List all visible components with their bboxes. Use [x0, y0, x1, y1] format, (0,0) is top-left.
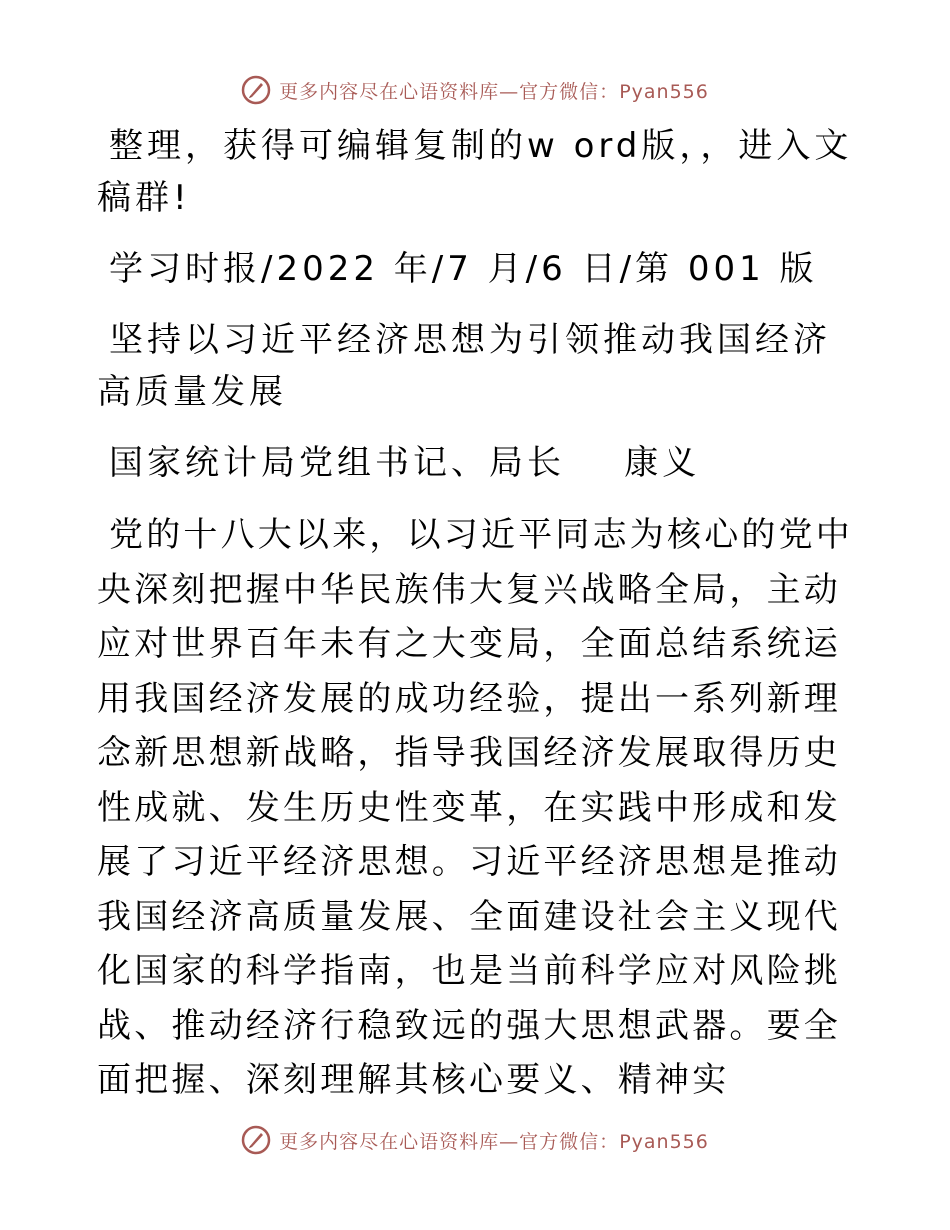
quill-logo-icon	[241, 1125, 271, 1155]
intro-paragraph: 整理，获得可编辑复制的w ord版，，进入文稿群!	[97, 126, 853, 218]
body-paragraph: 党的十八大以来，以习近平同志为核心的党中央深刻把握中华民族伟大复兴战略全局，主动应对世界百年未有之大变局，全面总结系统运用我国经济发展的成功经验，提出一系列新理念新思想新战略，指导我国经济发展取得历史性成就、发生历史性变革，在实践中形成和发展了习近平经济思想。习近平经济思想是推动我国经济高质量发展、全面建设社会主义现代化国家的科学指南，也是当前科学应对风险挑战、推动经济行稳致远的强大思想武器。要全面把握、深刻理解其核心要义、精神实	[97, 515, 853, 1100]
article-title: 坚持以习近平经济思想为引领推动我国经济高质量发展	[97, 320, 831, 412]
watermark-text: 更多内容尽在心语资料库—官方微信：Pyan556	[279, 1130, 709, 1153]
source-line: 学习时报/2022 年/7 月/6 日/第 001 版	[109, 249, 818, 289]
header-watermark	[0, 72, 950, 108]
watermark-text: 更多内容尽在心语资料库—官方微信：Pyan556	[279, 80, 709, 103]
author-line: 国家统计局党组书记、局长 康义	[109, 443, 701, 483]
document-body	[97, 120, 857, 1127]
quill-logo-icon	[241, 75, 271, 105]
footer-watermark	[0, 1122, 950, 1158]
